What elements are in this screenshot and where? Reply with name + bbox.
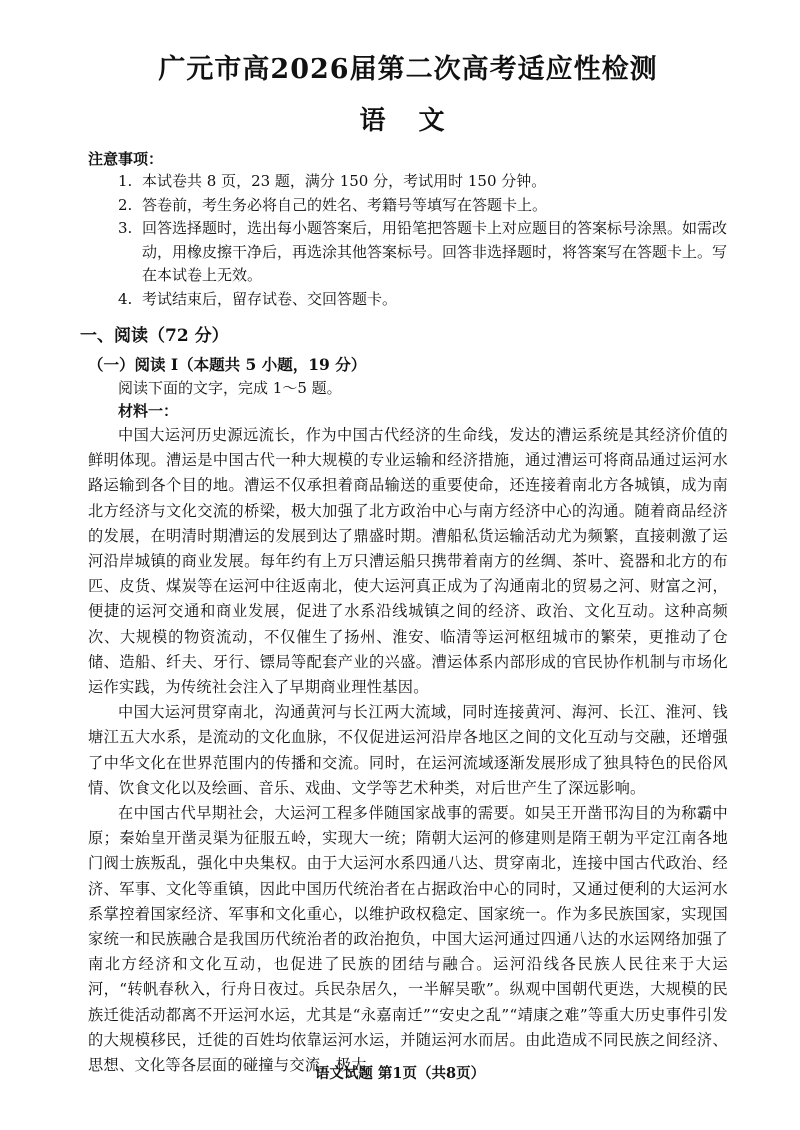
notice-heading: 注意事项： xyxy=(88,150,164,168)
page-footer: 语文试题 第1页（共8页） xyxy=(314,1065,486,1082)
notice-block xyxy=(88,148,728,311)
subject-title: 语 文 xyxy=(359,106,457,136)
notice-item xyxy=(88,194,728,218)
notice-item-text: 答卷前，考生务必将自己的姓名、考籍号等填写在答题卡上。 xyxy=(142,195,548,214)
notice-item-number: 3. xyxy=(118,219,133,237)
material-label: 材料一： xyxy=(118,402,179,420)
reading-section xyxy=(80,323,728,1078)
notice-item-number: 1. xyxy=(118,172,133,190)
notice-item-text: 考试结束后，留存试卷、交回答题卡。 xyxy=(142,289,398,308)
notice-item-number: 2. xyxy=(118,195,133,214)
material-paragraph: 中国大运河贯穿南北，沟通黄河与长江两大流域，同时连接黄河、海河、长江、淮河、钱塘江五大水系，是流动的文化血脉，不仅促进运河沿岸各地区之间的文化互动与交融，还增强了中华文化在世界范围内的传播和交流。同时，在运河流域逐渐发展形成了独具特色的民俗风情、饮食文化以及绘画、音乐、戏曲、文学等艺术种类，对后世产生了深远影响。 xyxy=(88,703,728,797)
reading-instruction: 阅读下面的文字，完成 1～5 题。 xyxy=(118,379,342,397)
notice-item xyxy=(88,288,728,312)
section-heading: 一、阅读（72 分） xyxy=(80,326,229,346)
notice-item-number: 4. xyxy=(118,289,133,308)
material-paragraph: 中国大运河历史源远流长，作为中国古代经济的生命线，发达的漕运系统是其经济价值的鲜明体现。漕运是中国古代一种大规模的专业运输和经济措施，通过漕运可将商品通过运河水路运输到各个目的地。漕运不仅承担着商品输送的重要使命，还连接着南北方各城镇，成为南北方经济与文化交流的桥梁，极大加强了北方政治中心与南方经济中心的沟通。随着商品经济的发展，在明清时期漕运的发展到达了鼎盛时期。漕船私货运输活动尤为频繁，直接刺激了运河沿岸城镇的商业发展。每年约有上万只漕运船只携带着南方的丝绸、茶叶、瓷器和北方的布匹、皮货、煤炭等在运河中往返南北，使大运河真正成为了沟通南北的贸易之河、财富之河，便捷的运河交通和商业发展，促进了水系沿线城镇之间的经济、政治、文化互动。这种高频次、大规模的物资流动，不仅催生了扬州、淮安、临清等运河枢纽城市的繁荣，更推动了仓储、造船、纤夫、牙行、镖局等配套产业的兴盛。漕运体系内部形成的官民协作机制与市场化运作实践，为传统社会注入了早期商业理性基因。 xyxy=(88,426,728,697)
notice-item xyxy=(88,170,728,194)
subsection-heading: （一）阅读 I（本题共 5 小题，19 分） xyxy=(88,355,367,374)
notice-item-text: 回答选择题时，选出每小题答案后，用铅笔把答题卡上对应题目的答案标号涂黑。如需改动，用橡皮擦干净后，再选涂其他答案标号。回答非选择题时，将答案写在答题卡上。写在本试卷上无效。 xyxy=(142,219,728,284)
notice-item xyxy=(88,217,728,288)
notice-item-text: 本试卷共 8 页，23 题，满分 150 分，考试用时 150 分钟。 xyxy=(142,172,547,190)
material-paragraph: 在中国古代早期社会，大运河工程多伴随国家战事的需要。如吴王开凿邗沟目的为称霸中原；秦始皇开凿灵渠为征服五岭，实现大一统；隋朝大运河的修建则是隋王朝为平定江南各地门阀士族叛乱，强化中央集权。由于大运河水系四通八达、贯穿南北，连接中国古代政治、经济、军事、文化等重镇，因此中国历代统治者在占据政治中心的同时，又通过便利的大运河水系掌控着国家经济、军事和文化重心，以维护政权稳定、国家统一。作为多民族国家，实现国家统一和民族融合是我国历代统治者的政治抱负，中国大运河通过四通八达的水运网络加强了南北方经济和文化互动，也促进了民族的团结与融合。运河沿线各民族人民往来于大运河，“转帆春秋入，行舟日夜过。兵民杂居久，一半解吴歌”。纵观中国朝代更迭，大规模的民族迁徙活动都离不开运河水运，尤其是“永嘉南迁”“安史之乱”“靖康之难”等重大历史事件引发的大规模移民，迁徙的百姓均依靠运河水运，并随运河水而居。由此造成不同民族之间经济、思想、文化等各层面的碰撞与交流，极大 xyxy=(88,804,728,1075)
notice-list xyxy=(88,170,728,311)
exam-title: 广元市高2026届第二次高考适应性检测 xyxy=(158,54,658,85)
